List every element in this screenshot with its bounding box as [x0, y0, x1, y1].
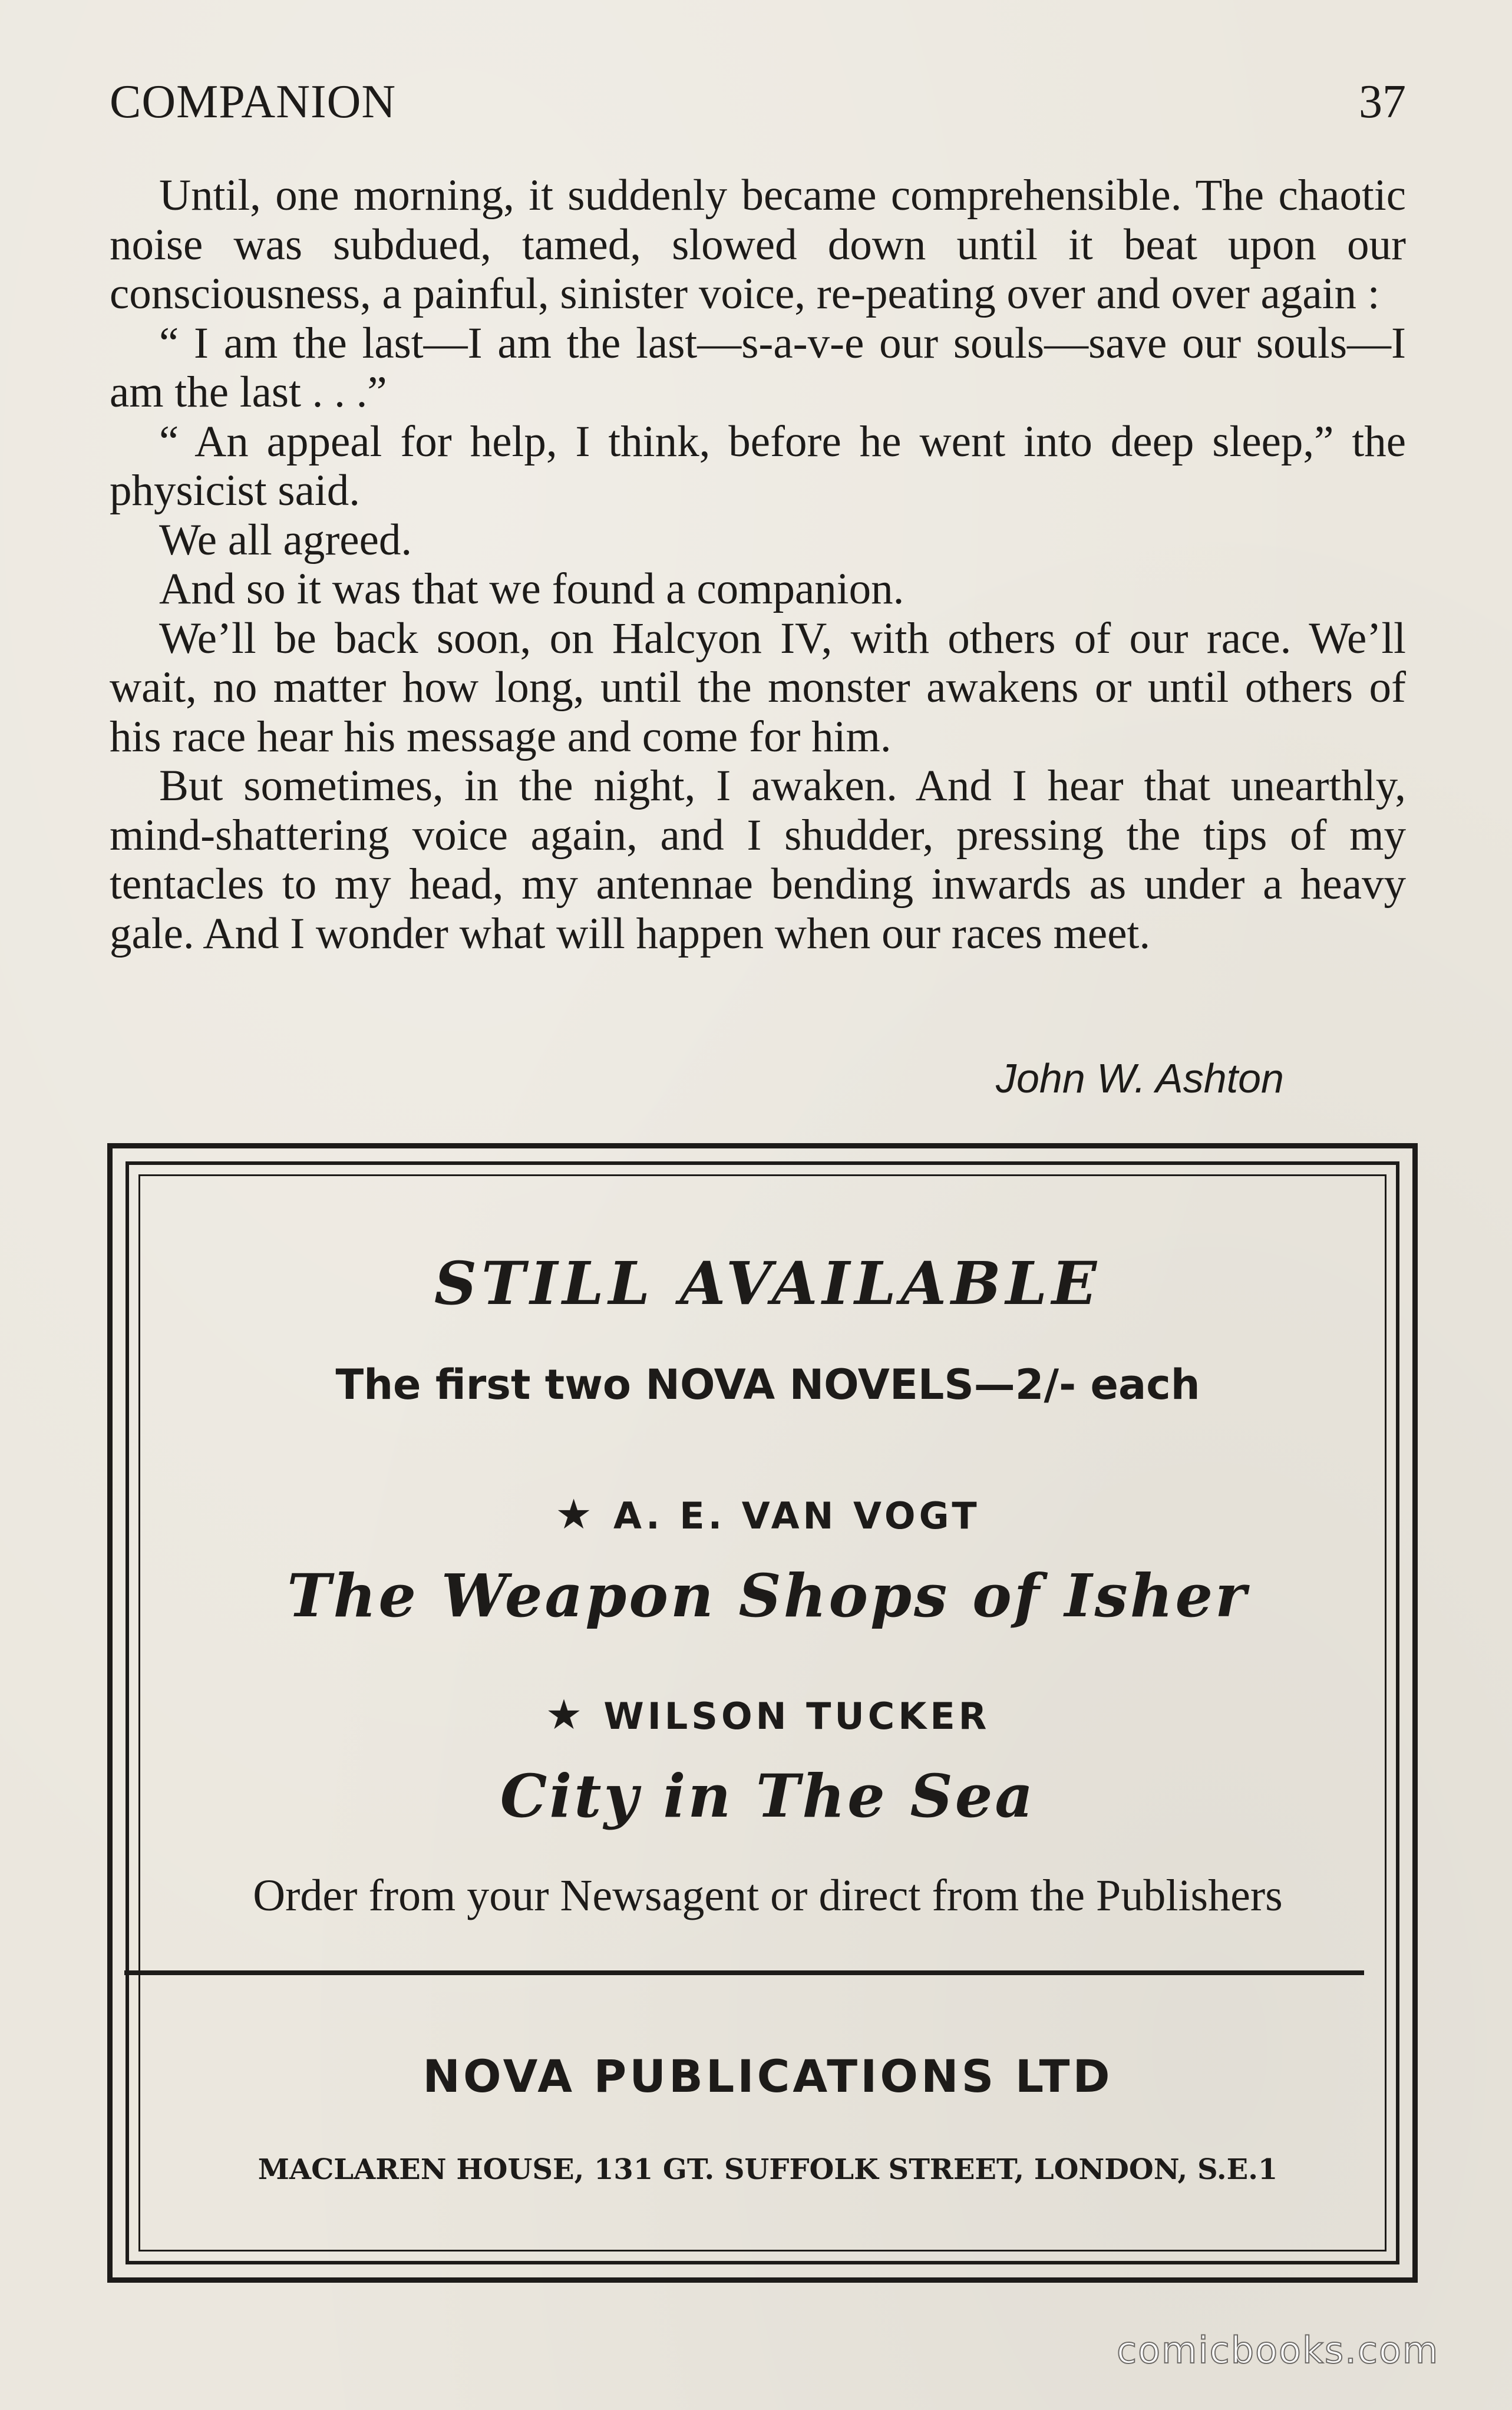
- story-paragraph: “ I am the last—I am the last—s-a-v-e our souls—save our souls—I am the last . . .”: [110, 318, 1406, 417]
- story-paragraph: Until, one morning, it suddenly became comprehensible. The chaotic noise was subdued, tamed, slowed down until it beat upon our consciousness, a painful, sinister voice, re-peating over and over again :: [110, 171, 1406, 318]
- running-head: [110, 75, 1406, 134]
- order-line: Order from your Newsagent or direct from the Publishers: [253, 1871, 1283, 1920]
- book-author-name: A. E. VAN VOGT: [613, 1494, 981, 1537]
- star-icon: ★: [545, 1691, 586, 1739]
- story-paragraph: We’ll be back soon, on Halcyon IV, with others of our race. We’ll wait, no matter how long, until the monster awakens or until others of his race hear his message and come for him.: [110, 613, 1406, 761]
- story-paragraph: But sometimes, in the night, I awaken. And I hear that unearthly, mind-shattering voice again, and I shudder, pressing the tips of my tentacles to my head, my antennae bending inwards as under a heavy gale. And I wonder what will happen when our races meet.: [110, 761, 1406, 958]
- advertisement-box: [107, 1143, 1418, 2283]
- watermark: comicbooks.com: [1117, 2329, 1440, 2372]
- ad-subhead: The first two NOVA NOVELS—2/- each: [335, 1361, 1200, 1409]
- book-title-2: City in The Sea: [500, 1761, 1036, 1831]
- page-number: 37: [1359, 76, 1406, 128]
- ad-headline: STILL AVAILABLE: [434, 1249, 1102, 1318]
- ad-divider: [124, 1970, 1364, 1975]
- story-paragraph: And so it was that we found a companion.: [159, 564, 904, 613]
- publisher-address: MACLAREN HOUSE, 131 GT. SUFFOLK STREET, LONDON, S.E.1: [257, 2153, 1278, 2186]
- book-author-name: WILSON TUCKER: [603, 1695, 991, 1738]
- publisher-name: NOVA PUBLICATIONS LTD: [422, 2050, 1113, 2102]
- star-icon: ★: [555, 1490, 596, 1539]
- book-title-1: The Weapon Shops of Isher: [287, 1561, 1249, 1630]
- story-text: [110, 171, 1406, 958]
- book-author-2: [154, 1691, 1382, 1739]
- author-signature: John W. Ashton: [996, 1055, 1284, 1101]
- running-title: COMPANION: [110, 76, 397, 128]
- book-author-1: [154, 1490, 1382, 1539]
- story-paragraph: We all agreed.: [159, 515, 412, 564]
- story-paragraph: “ An appeal for help, I think, before he went into deep sleep,” the physicist said.: [110, 417, 1406, 515]
